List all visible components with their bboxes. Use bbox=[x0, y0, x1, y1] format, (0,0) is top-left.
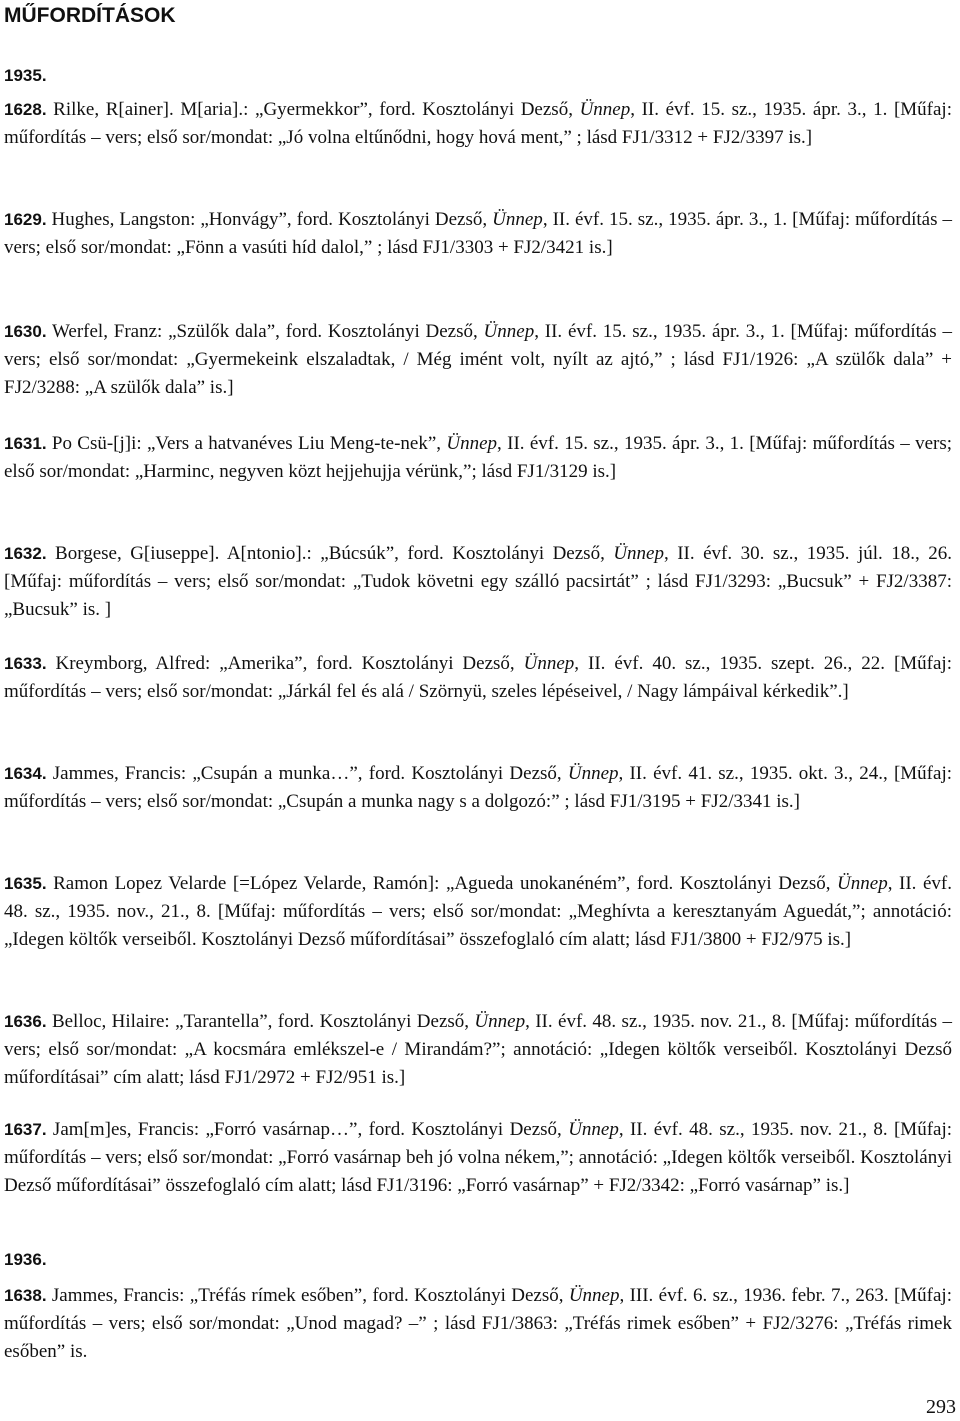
entry-1637 bbox=[4, 1116, 952, 1200]
journal-title: Ünnep bbox=[613, 543, 664, 564]
entry-text: Belloc, Hilaire: „Tarantella”, ford. Kosztolányi Dezső, bbox=[46, 1011, 475, 1032]
entry-text: , II. évf. 40. sz., 1935. szept. 26., 22. [Műfaj: műfordítás – vers; első sor/mondat: „Járkál fel és alá / Szörnyü, szeles lépéseivel, / Nagy lámpáival kérkedik”.] bbox=[4, 653, 952, 702]
entry-1635 bbox=[4, 870, 952, 954]
entry-text: Jammes, Francis: „Tréfás rímek esőben”, ford. Kosztolányi Dezső, bbox=[46, 1285, 569, 1306]
entry-number: 1635. bbox=[4, 874, 47, 893]
year-heading-1935: 1935. bbox=[4, 66, 47, 85]
journal-title: Ünnep bbox=[523, 653, 575, 674]
entry-number: 1634. bbox=[4, 764, 47, 783]
year-heading-1936: 1936. bbox=[4, 1250, 47, 1269]
journal-title: Ünnep bbox=[446, 433, 498, 454]
entry-text: , II. évf. 48. sz., 1935. nov. 21., 8. [Műfaj: műfordítás – vers; első sor/mondat: „A kocsmára emlékszel-e / Mirandám?”; annotáció: „Idegen költők verseiből. Kosztolányi Dezső műfordításai” cím alatt; lásd FJ1/2972 + FJ2/951 is.] bbox=[4, 1011, 952, 1088]
entry-number: 1629. bbox=[4, 210, 47, 229]
entry-number: 1633. bbox=[4, 654, 47, 673]
entry-1632 bbox=[4, 540, 952, 624]
section-title: MŰFORDÍTÁSOK bbox=[4, 4, 176, 27]
journal-title: Ünnep bbox=[837, 873, 888, 894]
entry-1630 bbox=[4, 318, 952, 402]
entry-text: Kreymborg, Alfred: „Amerika”, ford. Kosztolányi Dezső, bbox=[46, 653, 524, 674]
entry-number: 1631. bbox=[4, 434, 47, 453]
entry-text: , II. évf. 15. sz., 1935. ápr. 3., 1. [Műfaj: műfordítás – vers; első sor/mondat: „Jó volna eltűnődni, hogy hová ment,” ; lásd FJ1/3312 + FJ2/3397 is.] bbox=[4, 99, 952, 148]
entry-text: , II. évf. 30. sz., 1935. júl. 18., 26. [Műfaj: műfordítás – vers; első sor/mondat: „Tudok követni egy szálló pacsirtát” ; lásd FJ1/3293: „Bucsuk” + FJ2/3387: „Bucsuk” is. ] bbox=[4, 543, 952, 620]
entry-number: 1630. bbox=[4, 322, 47, 341]
entry-text: Borgese, G[iuseppe]. A[ntonio].: „Búcsúk”, ford. Kosztolányi Dezső, bbox=[46, 543, 614, 564]
entry-number: 1632. bbox=[4, 544, 47, 563]
journal-title: Ünnep bbox=[568, 1285, 620, 1306]
entry-1636 bbox=[4, 1008, 952, 1092]
entry-text: Jam[m]es, Francis: „Forró vasárnap…”, ford. Kosztolányi Dezső, bbox=[46, 1119, 569, 1140]
entry-text: Rilke, R[ainer]. M[aria].: „Gyermekkor”, ford. Kosztolányi Dezső, bbox=[46, 99, 580, 120]
entry-text: , II. évf. 15. sz., 1935. ápr. 3., 1. [Műfaj: műfordítás – vers; első sor/mondat: „Gyermekeink elszaladtak, / Még imént volt, nyílt az ajtó,” ; lásd FJ1/1926: „A szülők dala” + FJ2/3288: „A szülők dala” is.] bbox=[4, 321, 952, 398]
entry-number: 1628. bbox=[4, 100, 47, 119]
entry-text: , II. évf. 41. sz., 1935. okt. 3., 24., [Műfaj: műfordítás – vers; első sor/mondat: „Csupán a munka nagy s a dolgozó:” ; lásd FJ1/3195 + FJ2/3341 is.] bbox=[4, 763, 952, 812]
entry-text: Hughes, Langston: „Honvágy”, ford. Kosztolányi Dezső, bbox=[46, 209, 493, 230]
journal-title: Ünnep bbox=[483, 321, 535, 342]
entry-text: , II. évf. 48. sz., 1935. nov. 21., 8. [Műfaj: műfordítás – vers; első sor/mondat: „Forró vasárnap beh jó volna nékem,”; annotáció: „Idegen költők verseiből. Kosztolányi Dezső műfordításai” összefoglaló cím alatt; lásd FJ1/3196: „Forró vasárnap” + FJ2/3342: „Forró vasárnap” is.] bbox=[4, 1119, 953, 1196]
entry-1634 bbox=[4, 760, 952, 816]
entry-text: , II. évf. 48. sz., 1935. nov., 21., 8. [Műfaj: műfordítás – vers; első sor/mondat: „Meghívta a keresztanyám Aguedát,”; annotáció: „Idegen költők verseiből. Kosztolányi Dezső műfordításai” összefoglaló cím alatt; lásd FJ1/3800 + FJ2/975 is.] bbox=[4, 873, 952, 950]
entry-1631 bbox=[4, 430, 952, 486]
entry-text: , II. évf. 15. sz., 1935. ápr. 3., 1. [Műfaj: műfordítás – vers; első sor/mondat: „Fönn a vasúti híd dalol,” ; lásd FJ1/3303 + FJ2/3421 is.] bbox=[4, 209, 953, 258]
entry-1638 bbox=[4, 1282, 952, 1366]
entry-text: , II. évf. 15. sz., 1935. ápr. 3., 1. [Műfaj: műfordítás – vers; első sor/mondat: „Harminc, negyven közt hejjehujja vérünk,”; lásd FJ1/3129 is.] bbox=[4, 433, 953, 482]
entry-text: Po Csü-[j]i: „Vers a hatvanéves Liu Meng-te-nek”, bbox=[46, 433, 447, 454]
entry-text: Jammes, Francis: „Csupán a munka…”, ford. Kosztolányi Dezső, bbox=[46, 763, 568, 784]
page-number: 293 bbox=[926, 1396, 956, 1418]
entry-number: 1636. bbox=[4, 1012, 47, 1031]
entry-1629 bbox=[4, 206, 952, 262]
entry-number: 1637. bbox=[4, 1120, 47, 1139]
entry-number: 1638. bbox=[4, 1286, 47, 1305]
entry-1628 bbox=[4, 96, 952, 152]
journal-title: Ünnep bbox=[567, 763, 619, 784]
journal-title: Ünnep bbox=[579, 99, 631, 120]
entry-1633 bbox=[4, 650, 952, 706]
entry-text: Werfel, Franz: „Szülők dala”, ford. Kosztolányi Dezső, bbox=[46, 321, 484, 342]
journal-title: Ünnep bbox=[568, 1119, 619, 1140]
journal-title: Ünnep bbox=[474, 1011, 526, 1032]
journal-title: Ünnep bbox=[492, 209, 543, 230]
entry-text: Ramon Lopez Velarde [=López Velarde, Ramón]: „Agueda unokanéném”, ford. Kosztolányi Dezső, bbox=[46, 873, 838, 894]
entry-text: , III. évf. 6. sz., 1936. febr. 7., 263. [Műfaj: műfordítás – vers; első sor/mondat: „Unod magad? –” ; lásd FJ1/3863: „Tréfás rimek esőben” + FJ2/3276: „Tréfás rimek esőben” is. bbox=[4, 1285, 952, 1362]
